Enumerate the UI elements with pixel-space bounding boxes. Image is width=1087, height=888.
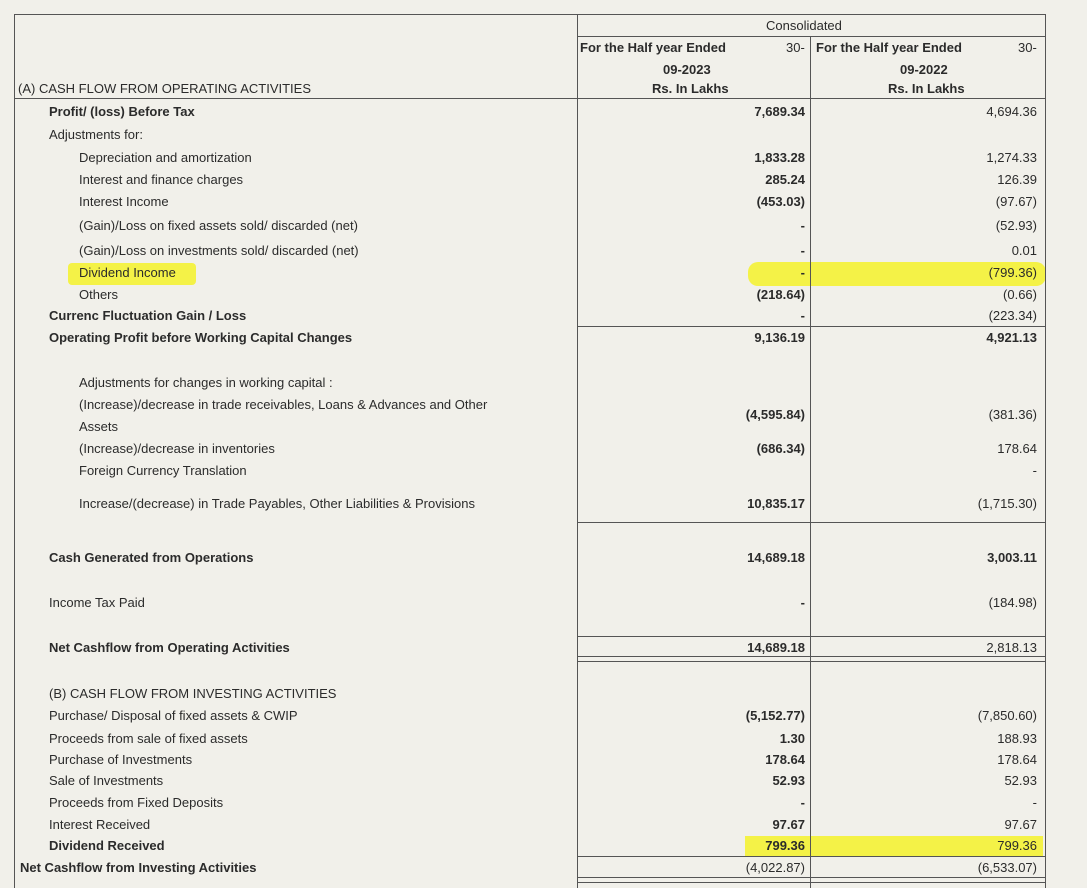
section-a-title: (A) CASH FLOW FROM OPERATING ACTIVITIES [18, 81, 312, 96]
header-col2-line2: 09-2022 [900, 62, 948, 77]
row-value-interest-income-2023: (453.03) [756, 194, 805, 209]
row-value-income-tax-2023: - [800, 595, 805, 610]
row-label-foreign-currency: Foreign Currency Translation [79, 463, 247, 478]
header-col2-suffix: 30- [1018, 40, 1037, 55]
row-value-net-cashflow-investing-2023: (4,022.87) [745, 860, 805, 875]
row-label-others: Others [79, 287, 119, 302]
row-value-proceeds-fixed-assets-2023: 1.30 [779, 731, 805, 746]
row-label-dividend-income: Dividend Income [79, 265, 176, 280]
row-value-interest-income-2022: (97.67) [995, 194, 1037, 209]
row-value-inventories-2023: (686.34) [756, 441, 805, 456]
row-label-net-cashflow-operating: Net Cashflow from Operating Activities [49, 640, 290, 655]
row-value-interest-charges-2023: 285.24 [765, 172, 805, 187]
row-label-adjustments: Adjustments for: [49, 127, 143, 142]
row-value-dividend-received-2022: 799.36 [997, 838, 1037, 853]
row-label-fixed-deposits: Proceeds from Fixed Deposits [49, 795, 224, 810]
row-value-dividend-income-2023: - [800, 265, 805, 280]
row-value-depreciation-2023: 1,833.28 [754, 150, 805, 165]
row-value-fixed-deposits-2022: - [1032, 795, 1037, 810]
header-unit-col1: Rs. In Lakhs [652, 81, 729, 96]
row-value-pbt-2023: 7,689.34 [754, 104, 805, 119]
row-value-dividend-income-2022: (799.36) [988, 265, 1037, 280]
row-label-trade-payables: Increase/(decrease) in Trade Payables, Other Liabilities & Provisions [79, 496, 475, 511]
row-value-gain-fixed-assets-2022: (52.93) [995, 218, 1037, 233]
row-value-purchase-fixed-assets-2023: (5,152.77) [745, 708, 805, 723]
row-value-operating-profit-2023: 9,136.19 [754, 330, 805, 345]
row-label-adjustments-wc: Adjustments for changes in working capital : [79, 375, 333, 390]
row-value-income-tax-2022: (184.98) [988, 595, 1037, 610]
row-label-sale-investments: Sale of Investments [49, 773, 164, 788]
row-label-dividend-received: Dividend Received [49, 838, 165, 853]
row-value-trade-payables-2023: 10,835.17 [747, 496, 805, 511]
row-label-gain-investments: (Gain)/Loss on investments sold/ discarded (net) [79, 243, 359, 258]
row-label-net-cashflow-investing: Net Cashflow from Investing Activities [20, 860, 257, 875]
header-consolidated: Consolidated [766, 18, 842, 33]
row-value-interest-received-2023: 97.67 [772, 817, 805, 832]
row-value-inventories-2022: 178.64 [997, 441, 1037, 456]
row-value-trade-receivables-2022: (381.36) [988, 407, 1037, 422]
row-label-depreciation: Depreciation and amortization [79, 150, 252, 165]
row-value-cash-generated-2023: 14,689.18 [747, 550, 805, 565]
row-label-purchase-fixed-assets: Purchase/ Disposal of fixed assets & CWIP [49, 708, 298, 723]
row-value-interest-charges-2022: 126.39 [997, 172, 1037, 187]
row-value-net-cashflow-operating-2023: 14,689.18 [747, 640, 805, 655]
header-col1-suffix: 30- [786, 40, 805, 55]
row-label-interest-received: Interest Received [49, 817, 151, 832]
row-value-fixed-deposits-2023: - [800, 795, 805, 810]
row-label-purchase-investments: Purchase of Investments [49, 752, 193, 767]
row-value-others-2022: (0.66) [1003, 287, 1037, 302]
row-label-gain-fixed-assets: (Gain)/Loss on fixed assets sold/ discarded (net) [79, 218, 358, 233]
row-value-gain-investments-2023: - [800, 243, 805, 258]
row-value-net-cashflow-investing-2022: (6,533.07) [977, 860, 1037, 875]
row-value-cash-generated-2022: 3,003.11 [987, 550, 1037, 565]
row-value-gain-fixed-assets-2023: - [800, 218, 805, 233]
row-value-pbt-2022: 4,694.36 [986, 104, 1037, 119]
row-label-operating-profit: Operating Profit before Working Capital Changes [49, 330, 353, 345]
row-value-others-2023: (218.64) [756, 287, 805, 302]
header-col1-line2: 09-2023 [663, 62, 711, 77]
row-label-currency-fluctuation: Currenc Fluctuation Gain / Loss [49, 308, 247, 323]
row-value-trade-payables-2022: (1,715.30) [977, 496, 1037, 511]
row-label-cash-generated: Cash Generated from Operations [49, 550, 254, 565]
header-col1-line1: For the Half year Ended [580, 40, 726, 55]
header-unit-col2: Rs. In Lakhs [888, 81, 965, 96]
row-label-interest-charges: Interest and finance charges [79, 172, 244, 187]
row-value-gain-investments-2022: 0.01 [1011, 243, 1037, 258]
row-value-net-cashflow-operating-2022: 2,818.13 [986, 640, 1037, 655]
row-label-pbt: Profit/ (loss) Before Tax [49, 104, 195, 119]
row-label-interest-income: Interest Income [79, 194, 169, 209]
row-value-sale-investments-2023: 52.93 [772, 773, 805, 788]
row-value-purchase-investments-2022: 178.64 [997, 752, 1037, 767]
row-value-foreign-currency-2022: - [1032, 463, 1037, 478]
row-label-income-tax: Income Tax Paid [49, 595, 145, 610]
row-value-proceeds-fixed-assets-2022: 188.93 [997, 731, 1037, 746]
header-col2-line1: For the Half year Ended [816, 40, 962, 55]
row-value-sale-investments-2022: 52.93 [1004, 773, 1037, 788]
row-value-currency-fluctuation-2023: - [800, 308, 805, 323]
row-value-currency-fluctuation-2022: (223.34) [988, 308, 1037, 323]
row-value-purchase-fixed-assets-2022: (7,850.60) [977, 708, 1037, 723]
row-value-dividend-received-2023: 799.36 [765, 838, 805, 853]
row-value-interest-received-2022: 97.67 [1004, 817, 1037, 832]
section-b-title: (B) CASH FLOW FROM INVESTING ACTIVITIES [49, 686, 337, 701]
row-value-trade-receivables-2023: (4,595.84) [745, 407, 805, 422]
row-value-purchase-investments-2023: 178.64 [765, 752, 805, 767]
row-label-trade-receivables-cont: Assets [79, 419, 119, 434]
row-label-proceeds-fixed-assets: Proceeds from sale of fixed assets [49, 731, 248, 746]
row-value-depreciation-2022: 1,274.33 [986, 150, 1037, 165]
row-value-operating-profit-2022: 4,921.13 [986, 330, 1037, 345]
row-label-inventories: (Increase)/decrease in inventories [79, 441, 275, 456]
row-label-trade-receivables: (Increase)/decrease in trade receivables, Loans & Advances and Other [79, 397, 488, 412]
